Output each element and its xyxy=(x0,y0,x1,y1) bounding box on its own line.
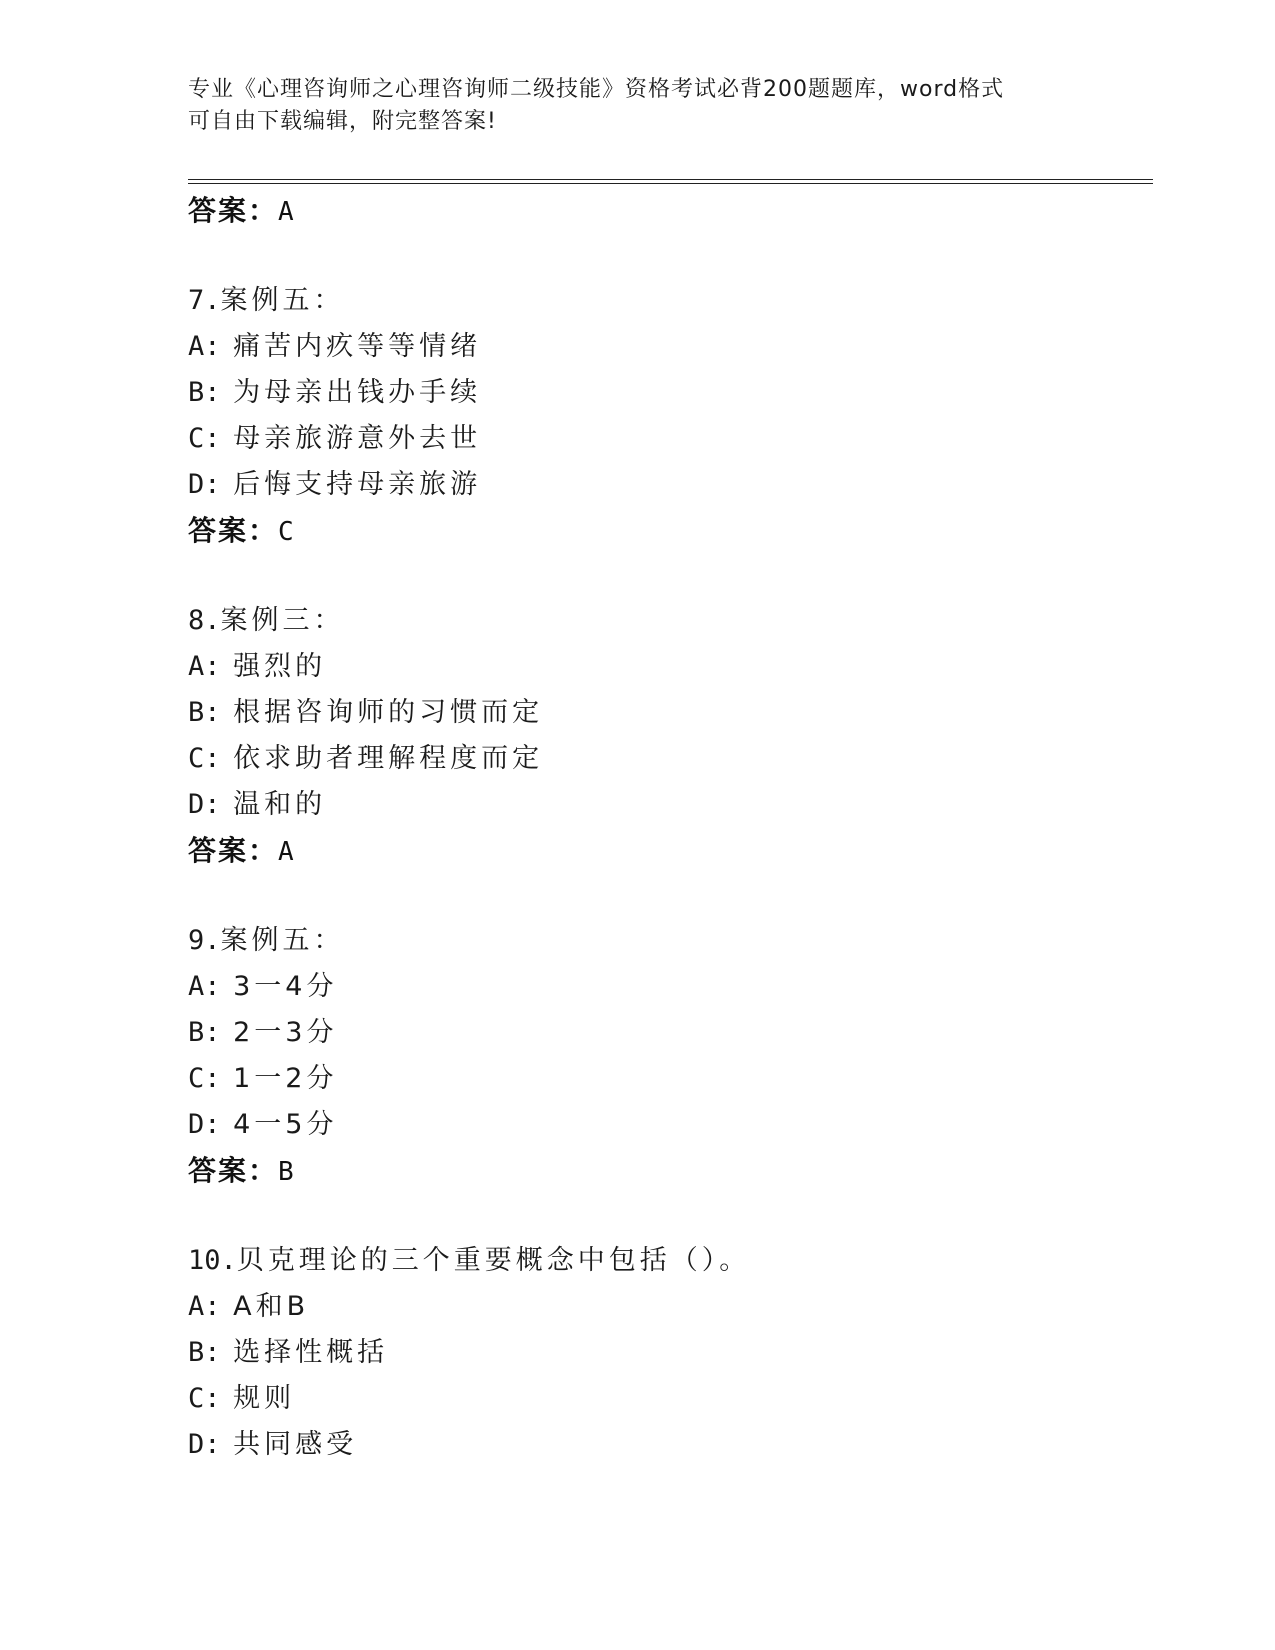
option-text: 温和的 xyxy=(233,789,327,820)
question-title xyxy=(188,1238,1148,1284)
answer-line xyxy=(188,508,1148,554)
answer-label: 答案： xyxy=(188,834,279,867)
question-title xyxy=(188,918,1148,964)
option-label: D: xyxy=(188,469,221,500)
option-text: 依求助者理解程度而定 xyxy=(233,743,544,774)
option-label: A: xyxy=(188,971,221,1002)
question-text: 案例五： xyxy=(220,285,345,316)
spacer xyxy=(188,554,1148,598)
option-label: B: xyxy=(188,1337,221,1368)
option-text: 3一4分 xyxy=(233,971,338,1002)
option-label: C: xyxy=(188,1063,221,1094)
option-a xyxy=(188,1284,1148,1330)
option-text: 根据咨询师的习惯而定 xyxy=(233,697,544,728)
answer-value: A xyxy=(278,837,294,867)
question-list xyxy=(188,188,1148,1468)
answer-label: 答案： xyxy=(188,194,279,227)
option-c xyxy=(188,416,1148,462)
answer-line xyxy=(188,828,1148,874)
question-number: 10. xyxy=(188,1245,237,1276)
question-number: 7. xyxy=(188,285,221,316)
option-text: 后悔支持母亲旅游 xyxy=(233,469,482,500)
option-label: C: xyxy=(188,423,221,454)
question-title xyxy=(188,598,1148,644)
option-b xyxy=(188,370,1148,416)
option-text: 1一2分 xyxy=(233,1063,338,1094)
header-line-1: 专业《心理咨询师之心理咨询师二级技能》资格考试必背200题题库，word格式 xyxy=(188,77,1005,102)
option-text: 强烈的 xyxy=(233,651,327,682)
option-text: 痛苦内疚等等情绪 xyxy=(233,331,482,362)
option-label: C: xyxy=(188,1383,221,1414)
question-item xyxy=(188,1238,1148,1468)
option-text: 选择性概括 xyxy=(233,1337,389,1368)
answer-value: B xyxy=(278,1157,294,1187)
option-label: D: xyxy=(188,1109,221,1140)
option-a xyxy=(188,964,1148,1010)
option-label: C: xyxy=(188,743,221,774)
option-b xyxy=(188,1330,1148,1376)
answer-line xyxy=(188,1148,1148,1194)
question-item xyxy=(188,278,1148,554)
option-text: 4一5分 xyxy=(233,1109,338,1140)
option-label: A: xyxy=(188,651,221,682)
option-label: B: xyxy=(188,377,221,408)
option-label: A: xyxy=(188,331,221,362)
option-text: 为母亲出钱办手续 xyxy=(233,377,482,408)
header-line-2: 可自由下载编辑，附完整答案! xyxy=(188,109,497,134)
option-text: 2一3分 xyxy=(233,1017,338,1048)
option-text: A和B xyxy=(233,1291,310,1322)
question-item xyxy=(188,918,1148,1194)
spacer xyxy=(188,234,1148,278)
question-text: 案例五： xyxy=(220,925,345,956)
option-c xyxy=(188,1376,1148,1422)
option-label: B: xyxy=(188,697,221,728)
spacer xyxy=(188,874,1148,918)
option-b xyxy=(188,690,1148,736)
option-label: D: xyxy=(188,1429,221,1460)
answer-value: A xyxy=(278,197,294,227)
spacer xyxy=(188,1194,1148,1238)
option-d xyxy=(188,1102,1148,1148)
answer-label: 答案： xyxy=(188,514,279,547)
answer-line xyxy=(188,188,1148,234)
option-d xyxy=(188,782,1148,828)
option-b xyxy=(188,1010,1148,1056)
option-d xyxy=(188,1422,1148,1468)
answer-value: C xyxy=(278,517,294,547)
option-text: 规则 xyxy=(233,1383,296,1414)
option-text: 母亲旅游意外去世 xyxy=(233,423,482,454)
question-number: 9. xyxy=(188,925,221,956)
option-c xyxy=(188,1056,1148,1102)
option-c xyxy=(188,736,1148,782)
question-item xyxy=(188,598,1148,874)
answer-label: 答案： xyxy=(188,1154,279,1187)
question-title xyxy=(188,278,1148,324)
option-text: 共同感受 xyxy=(233,1429,358,1460)
option-label: B: xyxy=(188,1017,221,1048)
option-a xyxy=(188,644,1148,690)
option-label: D: xyxy=(188,789,221,820)
option-a xyxy=(188,324,1148,370)
option-d xyxy=(188,462,1148,508)
question-text: 案例三： xyxy=(220,605,345,636)
header-divider-bottom xyxy=(188,183,1153,184)
document-header xyxy=(188,74,1068,138)
question-number: 8. xyxy=(188,605,221,636)
question-text: 贝克理论的三个重要概念中包括（）。 xyxy=(236,1245,751,1276)
header-divider-top xyxy=(188,179,1153,180)
option-label: A: xyxy=(188,1291,221,1322)
